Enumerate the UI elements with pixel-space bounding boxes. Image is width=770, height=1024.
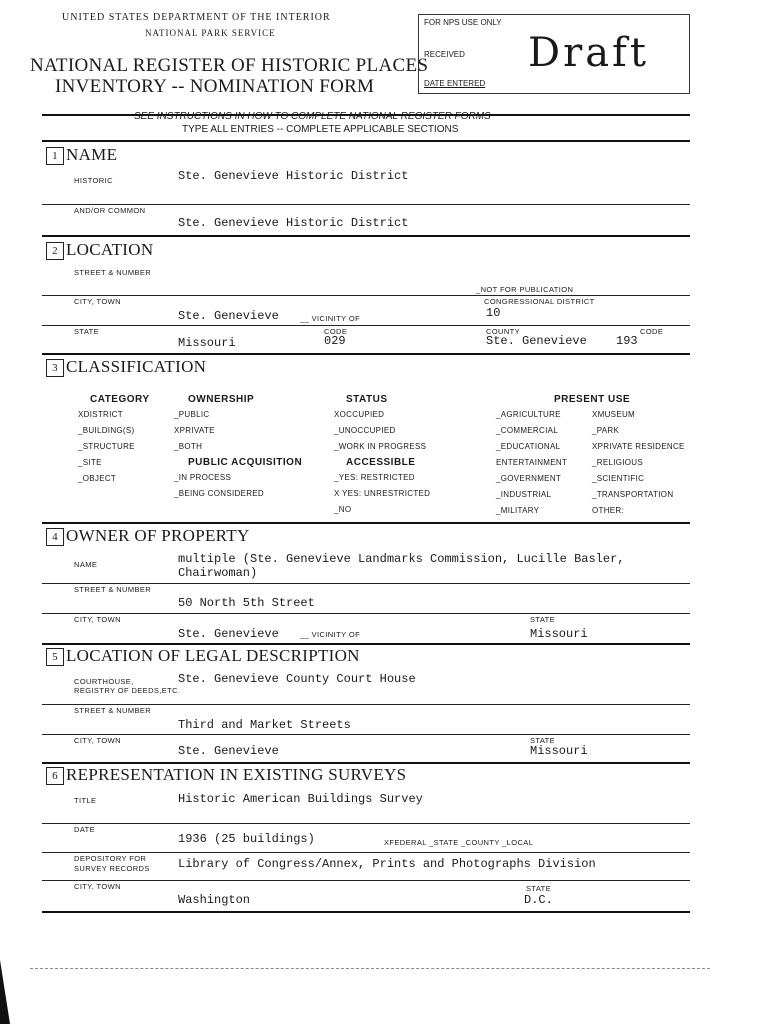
- status-heading: STATUS: [346, 394, 388, 405]
- acquisition-list: [174, 473, 264, 505]
- survey-title: Historic American Buildings Survey: [178, 792, 423, 806]
- date-entered-label: DATE ENTERED: [424, 79, 486, 88]
- acquisition-option: _IN PROCESS: [174, 473, 232, 482]
- section-4-heading: 4 OWNER OF PROPERTY: [46, 526, 250, 546]
- use-option: XMUSEUM: [592, 410, 635, 419]
- owner-name-line-1: multiple (Ste. Genevieve Landmarks Commission, Lucille Basler,: [178, 552, 625, 566]
- use-option: OTHER:: [592, 506, 625, 515]
- owner-city: Ste. Genevieve: [178, 627, 279, 641]
- use-option: _AGRICULTURE: [496, 410, 561, 419]
- survey-title-label: TITLE: [74, 796, 97, 805]
- section-5-heading: 5 LOCATION OF LEGAL DESCRIPTION: [46, 646, 360, 666]
- use-option: ENTERTAINMENT: [496, 458, 568, 467]
- ownership-option: _PUBLIC: [174, 410, 210, 419]
- owner-city-label: CITY, TOWN: [74, 615, 121, 624]
- legal-city: Ste. Genevieve: [178, 744, 279, 758]
- agency-name: UNITED STATES DEPARTMENT OF THE INTERIOR: [62, 12, 331, 23]
- instructions-line-2: TYPE ALL ENTRIES -- COMPLETE APPLICABLE SECTIONS: [182, 124, 459, 135]
- owner-street-label: STREET & NUMBER: [74, 585, 152, 594]
- scan-edge-artifact: [0, 960, 10, 1024]
- use-option: _RELIGIOUS: [592, 458, 644, 467]
- historic-label: HISTORIC: [74, 176, 113, 185]
- use-option: _SCIENTIFIC: [592, 474, 645, 483]
- section-3-heading: 3 CLASSIFICATION: [46, 357, 206, 377]
- category-option: _SITE: [78, 458, 102, 467]
- owner-name-line-2: Chairwoman): [178, 566, 258, 580]
- section-5-number: 5: [46, 648, 64, 666]
- present-use-heading: PRESENT USE: [554, 394, 631, 405]
- legal-state: Missouri: [530, 744, 588, 758]
- courthouse-label-1: COURTHOUSE,: [74, 677, 134, 686]
- category-option: _OBJECT: [78, 474, 117, 483]
- use-option: _INDUSTRIAL: [496, 490, 552, 499]
- ownership-heading: OWNERSHIP: [188, 394, 255, 405]
- use-option: _MILITARY: [496, 506, 540, 515]
- survey-state: D.C.: [524, 893, 553, 907]
- section-4-number: 4: [46, 528, 64, 546]
- state-label: STATE: [74, 327, 100, 336]
- form-title-2: INVENTORY -- NOMINATION FORM: [55, 76, 375, 97]
- survey-levels: XFEDERAL _STATE _COUNTY _LOCAL: [384, 838, 534, 847]
- received-label: RECEIVED: [424, 50, 465, 59]
- depository-label-1: DEPOSITORY FOR: [74, 854, 147, 863]
- state-code-value: 029: [324, 334, 346, 348]
- accessible-list: [334, 473, 430, 521]
- not-for-publication: _NOT FOR PUBLICATION: [476, 285, 574, 294]
- use-option: XPRIVATE RESIDENCE: [592, 442, 685, 451]
- legal-street-label: STREET & NUMBER: [74, 706, 152, 715]
- accessible-option: _NO: [334, 505, 352, 514]
- section-3-number: 3: [46, 359, 64, 377]
- form-title-1: NATIONAL REGISTER OF HISTORIC PLACES: [30, 55, 429, 76]
- section-2-heading: 2 LOCATION: [46, 240, 153, 260]
- status-list: [334, 410, 426, 458]
- use-option: _COMMERCIAL: [496, 426, 558, 435]
- category-option: _BUILDING(S): [78, 426, 135, 435]
- draft-stamp: Draft: [528, 30, 649, 76]
- owner-state-label: STATE: [530, 615, 556, 624]
- county-label: COUNTY: [486, 327, 521, 336]
- legal-city-label: CITY, TOWN: [74, 736, 121, 745]
- legal-street: Third and Market Streets: [178, 718, 351, 732]
- office-use-label: FOR NPS USE ONLY: [424, 18, 502, 27]
- status-option: XOCCUPIED: [334, 410, 385, 419]
- section-2-number: 2: [46, 242, 64, 260]
- county-value: Ste. Genevieve: [486, 334, 587, 348]
- use-option: _GOVERNMENT: [496, 474, 562, 483]
- accessible-heading: ACCESSIBLE: [346, 457, 416, 468]
- category-list: [78, 410, 135, 490]
- accessible-option: _YES: RESTRICTED: [334, 473, 415, 482]
- courthouse-label-2: REGISTRY OF DEEDS,ETC.: [74, 686, 181, 695]
- survey-date: 1936 (25 buildings): [178, 832, 315, 846]
- legal-state-label: STATE: [530, 736, 556, 745]
- street-label: STREET & NUMBER: [74, 268, 152, 277]
- section-6-heading: 6 REPRESENTATION IN EXISTING SURVEYS: [46, 765, 406, 785]
- category-option: XDISTRICT: [78, 410, 123, 419]
- depository-label-2: SURVEY RECORDS: [74, 864, 150, 873]
- historic-name: Ste. Genevieve Historic District: [178, 169, 409, 183]
- use-option: _PARK: [592, 426, 620, 435]
- county-code-value: 193: [616, 334, 638, 348]
- ownership-list: [174, 410, 215, 458]
- service-name: NATIONAL PARK SERVICE: [145, 28, 276, 38]
- use-option: _TRANSPORTATION: [592, 490, 674, 499]
- state-code-label: CODE: [324, 327, 348, 336]
- acquisition-option: _BEING CONSIDERED: [174, 489, 265, 498]
- congressional-district-value: 10: [486, 306, 501, 320]
- owner-vicinity-label: __ VICINITY OF: [300, 630, 361, 639]
- survey-date-label: DATE: [74, 825, 96, 834]
- use-list-1: [496, 410, 567, 522]
- acquisition-heading: PUBLIC ACQUISITION: [188, 457, 303, 468]
- accessible-option: X YES: UNRESTRICTED: [334, 489, 431, 498]
- vicinity-label: __ VICINITY OF: [300, 314, 361, 323]
- county-code-label: CODE: [640, 327, 664, 336]
- owner-name-label: NAME: [74, 560, 98, 569]
- common-name: Ste. Genevieve Historic District: [178, 216, 409, 230]
- owner-street: 50 North 5th Street: [178, 596, 315, 610]
- common-label: AND/OR COMMON: [74, 206, 146, 215]
- ownership-option: XPRIVATE: [174, 426, 215, 435]
- status-option: _WORK IN PROGRESS: [334, 442, 427, 451]
- city-label: CITY, TOWN: [74, 297, 121, 306]
- status-option: _UNOCCUPIED: [334, 426, 396, 435]
- congressional-district-label: CONGRESSIONAL DISTRICT: [484, 297, 595, 306]
- courthouse-value: Ste. Genevieve County Court House: [178, 672, 416, 686]
- section-6-number: 6: [46, 767, 64, 785]
- use-option: _EDUCATIONAL: [496, 442, 561, 451]
- depository-value: Library of Congress/Annex, Prints and Photographs Division: [178, 857, 596, 871]
- use-list-2: [592, 410, 685, 522]
- instructions-line-1: SEE INSTRUCTIONS IN HOW TO COMPLETE NATIONAL REGISTER FORMS: [134, 111, 491, 122]
- city-value: Ste. Genevieve: [178, 309, 279, 323]
- owner-state: Missouri: [530, 627, 588, 641]
- category-heading: CATEGORY: [90, 394, 150, 405]
- survey-city: Washington: [178, 893, 251, 907]
- survey-city-label: CITY, TOWN: [74, 882, 121, 891]
- section-1-number: 1: [46, 147, 64, 165]
- survey-state-label: STATE: [526, 884, 552, 893]
- ownership-option: _BOTH: [174, 442, 203, 451]
- state-value: Missouri: [178, 336, 236, 350]
- section-1-heading: 1 NAME: [46, 145, 117, 165]
- category-option: _STRUCTURE: [78, 442, 135, 451]
